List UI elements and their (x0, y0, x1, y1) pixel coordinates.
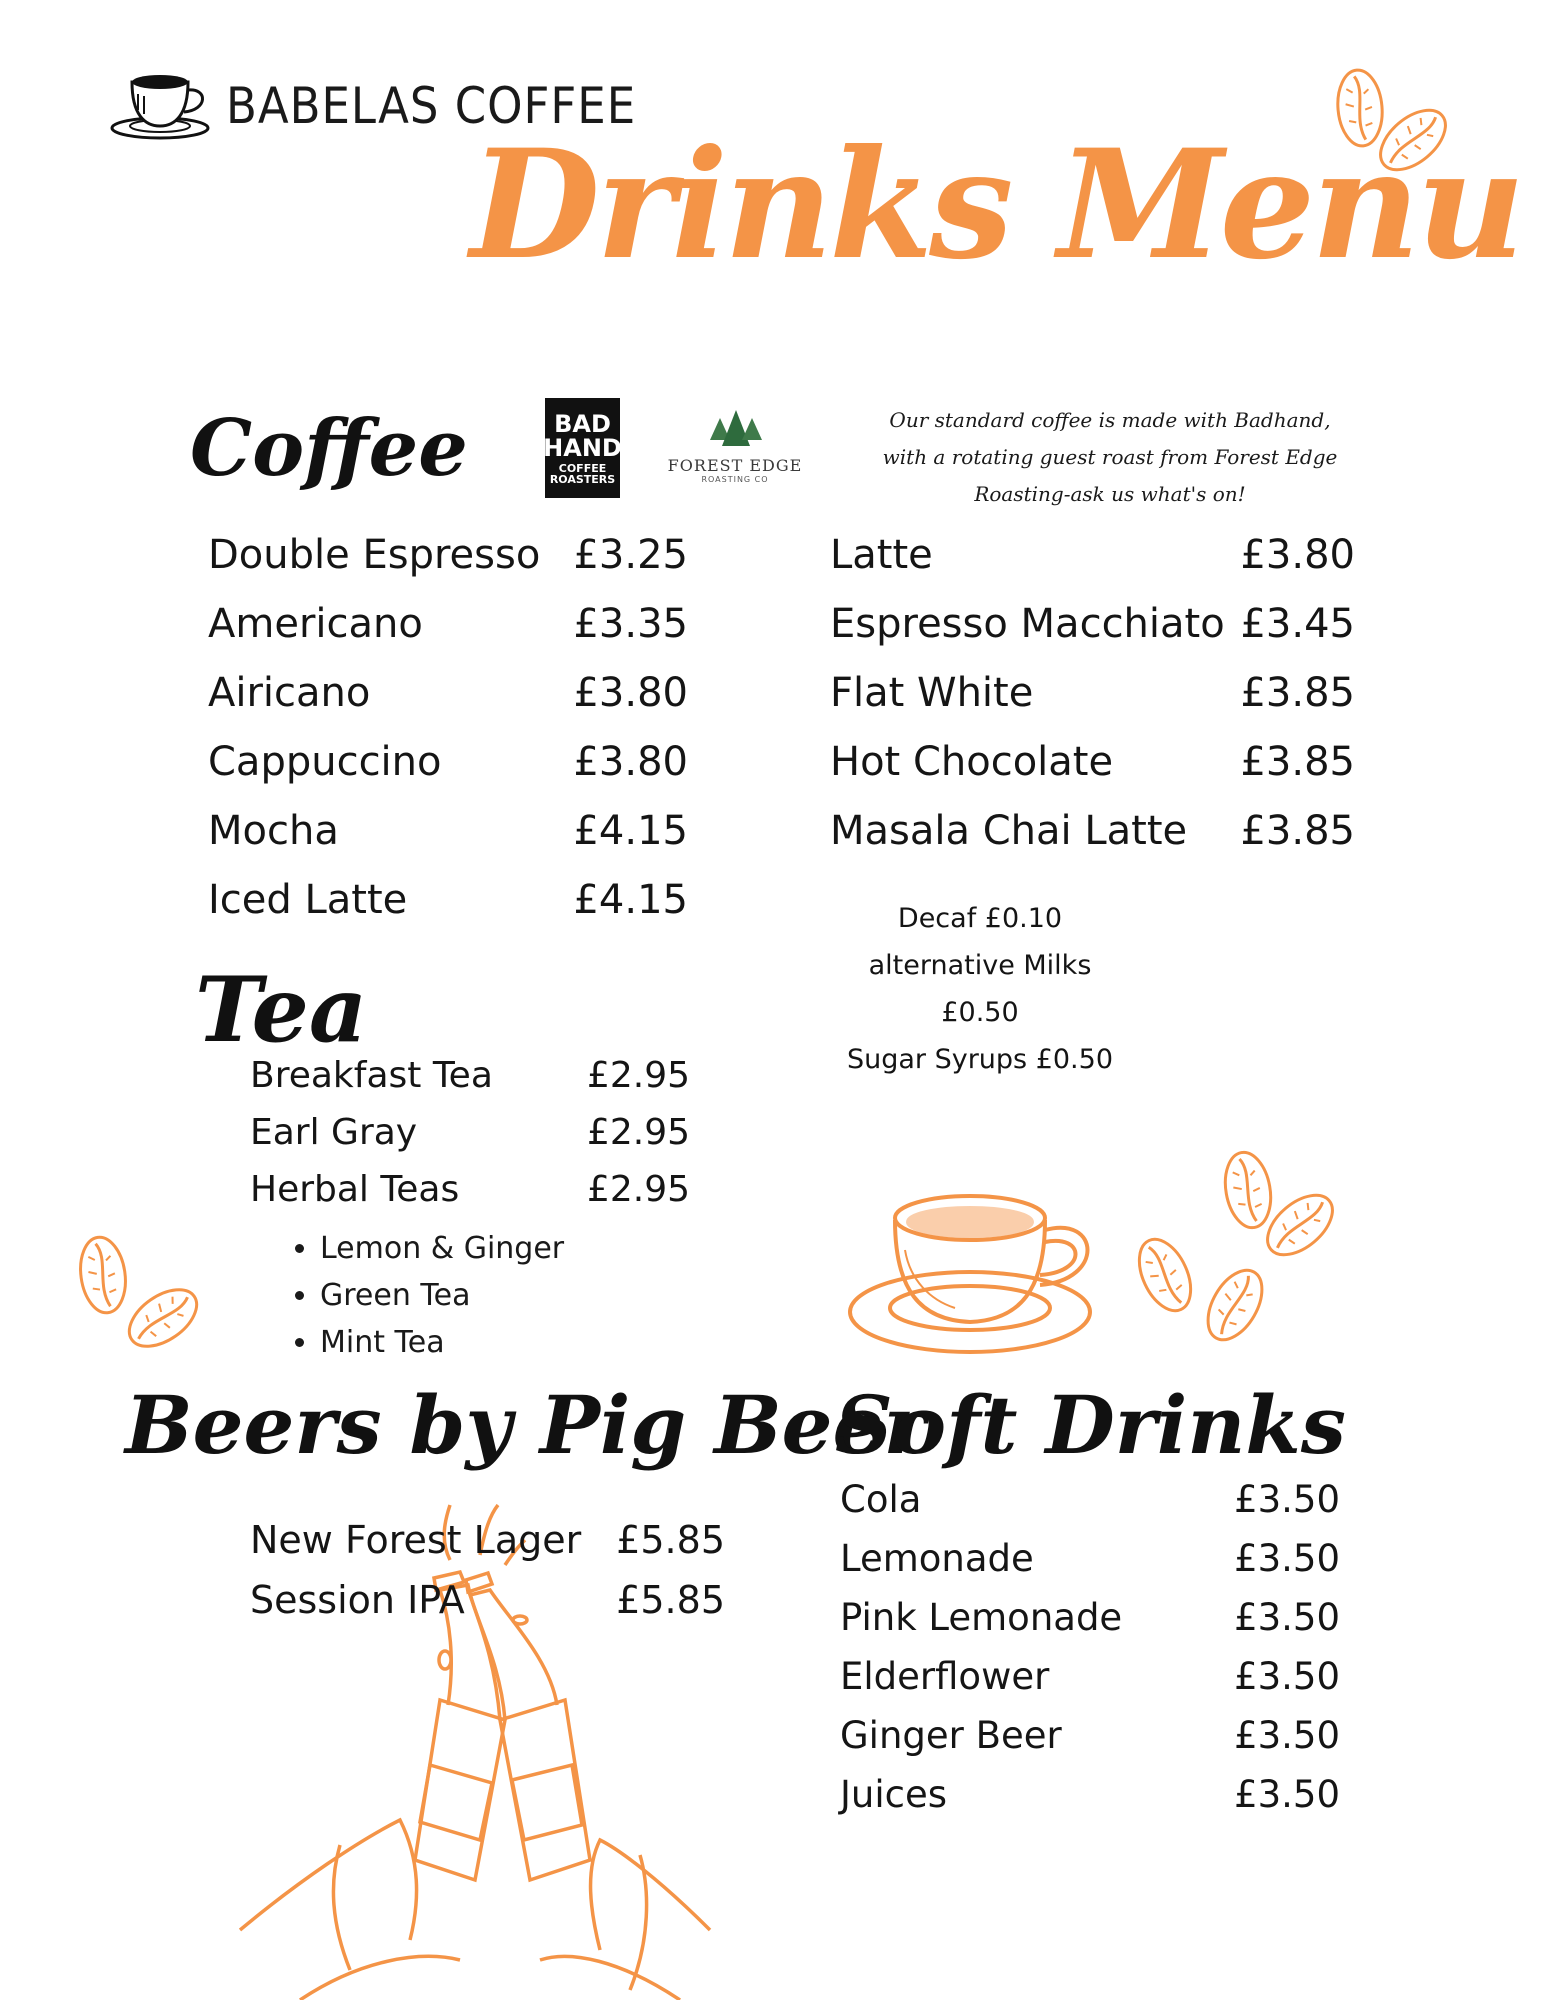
note-line: Our standard coffee is made with Badhand, (889, 408, 1331, 432)
beers-heading: Beers by Pig Beer (125, 1378, 926, 1472)
extra-item: alternative Milks £0.50 (868, 950, 1092, 1028)
item-price: £4.15 (573, 808, 688, 854)
note-line: Roasting-ask us what's on! (974, 482, 1246, 506)
soft-drinks-list (840, 1478, 1340, 1832)
list-item (840, 1714, 1340, 1773)
item-price: £3.50 (1234, 1596, 1340, 1639)
list-item (830, 670, 1355, 739)
coffee-extras (830, 895, 1130, 1083)
list-item (840, 1537, 1340, 1596)
logo-text: ROASTING CO (701, 475, 769, 484)
item-name: Pink Lemonade (840, 1596, 1123, 1639)
item-name: Cappuccino (208, 739, 442, 785)
list-item (250, 1055, 690, 1112)
extra-item: Sugar Syrups £0.50 (846, 1044, 1114, 1075)
coffee-bean-icon (1197, 1261, 1273, 1349)
coffee-cup-icon (110, 70, 220, 142)
logo-text: FOREST EDGE (667, 456, 803, 475)
item-price: £5.85 (616, 1518, 725, 1562)
item-name: Session IPA (250, 1578, 465, 1622)
coffee-bean-icon (1129, 1231, 1201, 1318)
item-price: £3.50 (1234, 1655, 1340, 1698)
item-price: £3.85 (1240, 739, 1355, 785)
list-item (208, 532, 688, 601)
list-item (208, 808, 688, 877)
list-item (830, 601, 1355, 670)
item-name: Iced Latte (208, 877, 408, 923)
item-price: £3.50 (1234, 1478, 1340, 1521)
item-name: Juices (840, 1773, 948, 1816)
list-item: • Green Tea (320, 1272, 564, 1319)
extra-item: Decaf £0.10 (897, 903, 1063, 934)
item-name: Elderflower (840, 1655, 1050, 1698)
note-line: with a rotating guest roast from Forest Edge (882, 445, 1338, 469)
item-name: Espresso Macchiato (830, 601, 1225, 647)
item-name: Herbal Teas (250, 1169, 460, 1210)
item-price: £3.50 (1234, 1773, 1340, 1816)
item-price: £4.15 (573, 877, 688, 923)
coffee-note (870, 402, 1350, 513)
pine-trees-icon (700, 410, 770, 452)
item-price: £3.85 (1240, 670, 1355, 716)
list-item (840, 1596, 1340, 1655)
item-name: Breakfast Tea (250, 1055, 493, 1096)
list-item (250, 1578, 725, 1638)
coffee-bean-icon (1220, 1149, 1277, 1231)
list-item (208, 670, 688, 739)
list-item (830, 808, 1355, 877)
page-title: Drinks Menu (470, 117, 1522, 293)
logo-text: BAD (554, 409, 611, 438)
item-price: £3.80 (573, 739, 688, 785)
list-item (208, 877, 688, 946)
list-item: • Mint Tea (320, 1319, 564, 1366)
item-price: £3.50 (1234, 1714, 1340, 1757)
item-name: Flat White (830, 670, 1034, 716)
list-item: • Lemon & Ginger (320, 1225, 564, 1272)
tea-heading: Tea (195, 957, 368, 1063)
item-name: Earl Gray (250, 1112, 418, 1153)
item-price: £3.85 (1240, 808, 1355, 854)
item-name: Ginger Beer (840, 1714, 1062, 1757)
soft-drinks-heading: Soft Drinks (835, 1378, 1346, 1472)
coffee-list-right (830, 532, 1355, 877)
item-price: £3.35 (573, 601, 688, 647)
list-item (840, 1773, 1340, 1832)
coffee-heading: Coffee (190, 403, 468, 494)
item-name: Americano (208, 601, 423, 647)
coffee-bean-icon (76, 1234, 130, 1315)
coffee-cup-illustration (850, 1196, 1090, 1352)
list-item (250, 1169, 690, 1226)
coffee-bean-icon (119, 1278, 206, 1358)
logo-text: HAND (543, 433, 622, 462)
item-price: £2.95 (586, 1055, 690, 1096)
list-item (208, 739, 688, 808)
item-name: New Forest Lager (250, 1518, 582, 1562)
item-price: £3.80 (573, 670, 688, 716)
item-price: £3.45 (1240, 601, 1355, 647)
item-price: £3.50 (1234, 1537, 1340, 1580)
beers-list (250, 1518, 725, 1638)
item-price: £2.95 (586, 1112, 690, 1153)
tea-list (250, 1055, 690, 1226)
list-item (830, 739, 1355, 808)
list-item (250, 1518, 725, 1578)
item-name: Mocha (208, 808, 339, 854)
item-price: £5.85 (616, 1578, 725, 1622)
item-name: Cola (840, 1478, 922, 1521)
herbal-tea-list (290, 1225, 564, 1366)
item-name: Airicano (208, 670, 371, 716)
brand-name: BABELAS COFFEE (226, 77, 637, 135)
item-price: £3.80 (1240, 532, 1355, 578)
list-item (830, 532, 1355, 601)
item-name: Hot Chocolate (830, 739, 1114, 785)
logo-text: COFFEE (558, 461, 607, 475)
item-name: Latte (830, 532, 933, 578)
list-item (840, 1478, 1340, 1537)
item-name: Double Espresso (208, 532, 541, 578)
item-name: Masala Chai Latte (830, 808, 1188, 854)
item-name: Lemonade (840, 1537, 1034, 1580)
list-item (840, 1655, 1340, 1714)
logo-text: ROASTERS (549, 472, 616, 486)
item-price: £2.95 (586, 1169, 690, 1210)
bad-hand-logo (545, 398, 620, 498)
list-item (250, 1112, 690, 1169)
list-item (208, 601, 688, 670)
forest-edge-logo (650, 410, 820, 490)
item-price: £3.25 (573, 532, 688, 578)
coffee-list-left (208, 532, 688, 946)
